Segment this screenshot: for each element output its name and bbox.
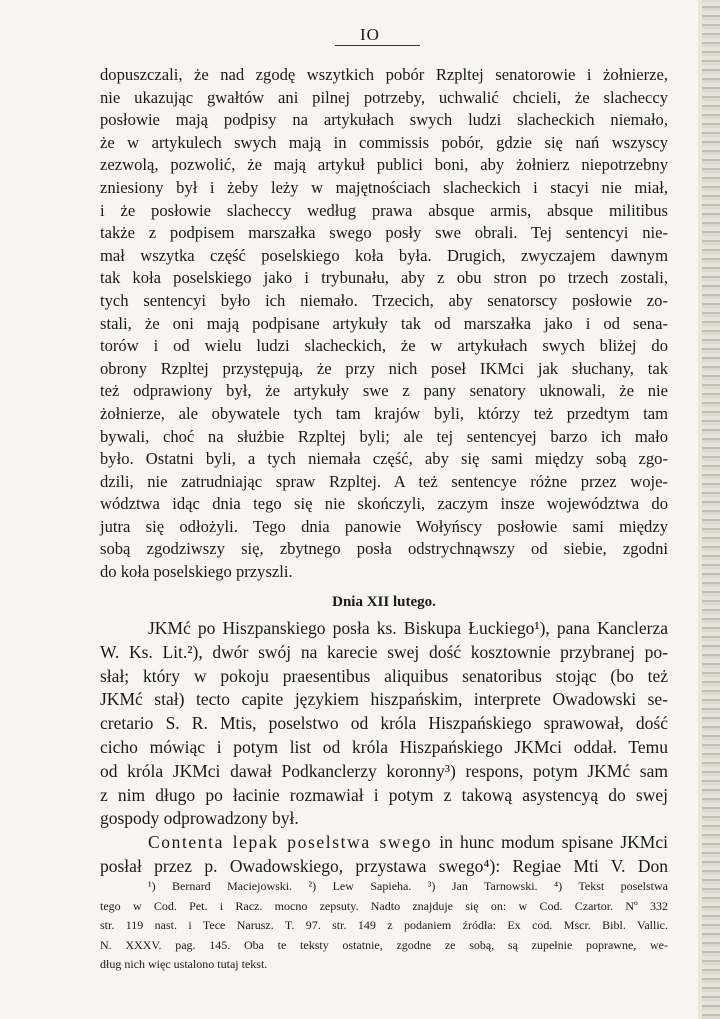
paragraph-2 bbox=[100, 617, 668, 831]
footnote-line: ¹) Bernard Maciejowski. ²) Lew Sapieha. ³) Jan Tarnowski. ⁴) Tekst poselstwa bbox=[148, 879, 668, 893]
paragraph-1-line: że w artykulech swych mają in commissis pobór, gdzie się nań wszyscy bbox=[100, 132, 668, 152]
paragraph-1-line: i że posłowie slacheccy według prawa absque armis, absque militibus bbox=[100, 200, 668, 220]
paragraph-1-line: wództwa idąc dnia tego się nie skończyli, zaczym insze województwa do bbox=[100, 494, 668, 514]
paragraph-2-line: JKMć stał) tecto capite językiem hiszpańskim, interprete Owadowski se- bbox=[100, 689, 668, 710]
header-rule bbox=[335, 45, 420, 46]
paragraph-1-line: także z podpisem marszałka swego posły swe obrali. Tej sentencyi nie- bbox=[100, 223, 668, 243]
paragraph-1-line: obrony Rzpltej przystępują, że przy nich poseł IKMci jak słuchany, tak bbox=[100, 358, 668, 378]
paragraph-1-line: posłowie mają podpisy na artykułach swych ludzi slacheckich niemało, bbox=[100, 110, 668, 130]
paragraph-1-line: torów i od wielu ludzi slacheckich, że w artykułach swych bliżej do bbox=[100, 336, 668, 356]
paragraph-2-line: od króla JKMci dawał Podkanclerzy koronny³) respons, potym JKMć sam bbox=[100, 760, 668, 781]
paragraph-2-line: W. Ks. Lit.²), dwór swój na karecie swej dość kosztownie przybranej po- bbox=[100, 641, 668, 662]
paragraph-1-line: nie ukazując gwałtów ani pilnej potrzeby, uchwalić chcieli, że slacheccy bbox=[100, 87, 668, 107]
section-heading: Dnia XII lutego. bbox=[332, 594, 436, 610]
page-edge-binding bbox=[702, 0, 720, 1019]
footnote-line: str. 119 nast. i Tece Narusz. T. 97. str. 149 z podaniem źródła: Ex cod. Mscr. Bibl. Vallic. bbox=[100, 918, 668, 933]
paragraph-2-line: cicho mówiąc i potym list od króla Hiszpańskiego JKMci oddał. Temu bbox=[100, 736, 668, 757]
paragraph-1-line: sobą zgodziwszy się, zbytnego posła odstrychnąwszy od siebie, zgodni bbox=[100, 539, 668, 559]
paragraph-1-line: do koła poselskiego przyszli. bbox=[100, 562, 293, 582]
paragraph-1-line: dzili, nie zatrudniając spraw Rzpltej. A też sentencye różne przez woje- bbox=[100, 471, 668, 491]
paragraph-3-line-2: posłał przez p. Owadowskiego, przystawa swego⁴): Regiae Mti V. Don bbox=[100, 855, 668, 876]
paragraph-3-rest-text: in hunc modum spisane JKMci bbox=[432, 832, 668, 853]
paragraph-1-line: też odprawiony był, że artykuły swe z pany senatory uknowali, że nie bbox=[100, 381, 668, 401]
paragraph-1-line: bywali, choć na służbie Rzpltej byli; ale tej sentencyej barzo ich mało bbox=[100, 426, 668, 446]
paragraph-2-block bbox=[100, 617, 668, 879]
paragraph-1-line: zniesiony był i żeby leży w majętnościach slacheckich i stacyi nie miał, bbox=[100, 177, 668, 197]
paragraph-1-line: było. Ostatni byli, a tych niemała część, aby się sami między sobą zgo- bbox=[100, 449, 668, 469]
paragraph-2-line: JKMć po Hiszpanskiego posła ks. Biskupa Łuckiego¹), pana Kanclerza bbox=[148, 618, 668, 638]
paragraph-1-line: zezwolą, pozwolić, że mają artykuł publici boni, aby żołnierz niepotrzebny bbox=[100, 155, 668, 175]
paragraph-3-line-1 bbox=[100, 831, 668, 855]
paragraph-1-line: żołnierze, ale obywatele tych tam krajów byli, którzy też przedtym tam bbox=[100, 403, 668, 423]
paragraph-1-line: dopuszczali, że nad zgodę wszytkich pobór Rzpltej senatorowie i żołnierze, bbox=[100, 65, 668, 84]
footnote-line: N. XXXV. pag. 145. Oba te teksty ostatnie, zgodne ze sobą, są zupełnie poprawne, we- bbox=[100, 937, 668, 952]
paragraph-2-line: gospody odprowadzony był. bbox=[100, 808, 299, 829]
paragraph-1-line: mał wszytka część poselskiego koła była. Drugich, zwyczajem dawnym bbox=[100, 245, 668, 265]
paragraph-1-line: stali, że oni mają podpisane artykuły tak od marszałka jako i od sena- bbox=[100, 313, 668, 333]
paragraph-3-spaced-text: Contenta lepak poselstwa swego bbox=[148, 832, 433, 853]
footnotes bbox=[100, 877, 668, 975]
paragraph-2-line: z nim długo po łacinie rozmawiał i potym z takową asystencyą do swej bbox=[100, 784, 668, 805]
footnote-line: tego w Cod. Pet. i Racz. mocno zepsuty. Nadto znajduje się on: w Cod. Czartor. Nº 332 bbox=[100, 898, 668, 913]
paragraph-1 bbox=[100, 64, 668, 584]
paragraph-1-line: tych sentencyi było ich niemało. Trzecich, aby senatorscy posłowie zo- bbox=[100, 290, 668, 310]
paragraph-1-line: tak koła poselskiego jako i trybunału, aby z obu stron po trzech zostali, bbox=[100, 268, 668, 288]
page-number: IO bbox=[360, 25, 380, 44]
paragraph-2-line: cretario S. R. Mtis, poselstwo od króla Hiszpańskiego sprawował, dość bbox=[100, 713, 668, 734]
paragraph-2-line: słał; który w pokoju praesentibus aliquibus senatoribus stojąc (bo też bbox=[100, 665, 668, 686]
footnote-line: dług nich więc ustalono tutaj tekst. bbox=[100, 957, 268, 972]
paragraph-1-line: jutra się odłożyli. Tego dnia panowie Wołyńscy posłowie sami między bbox=[100, 516, 668, 536]
